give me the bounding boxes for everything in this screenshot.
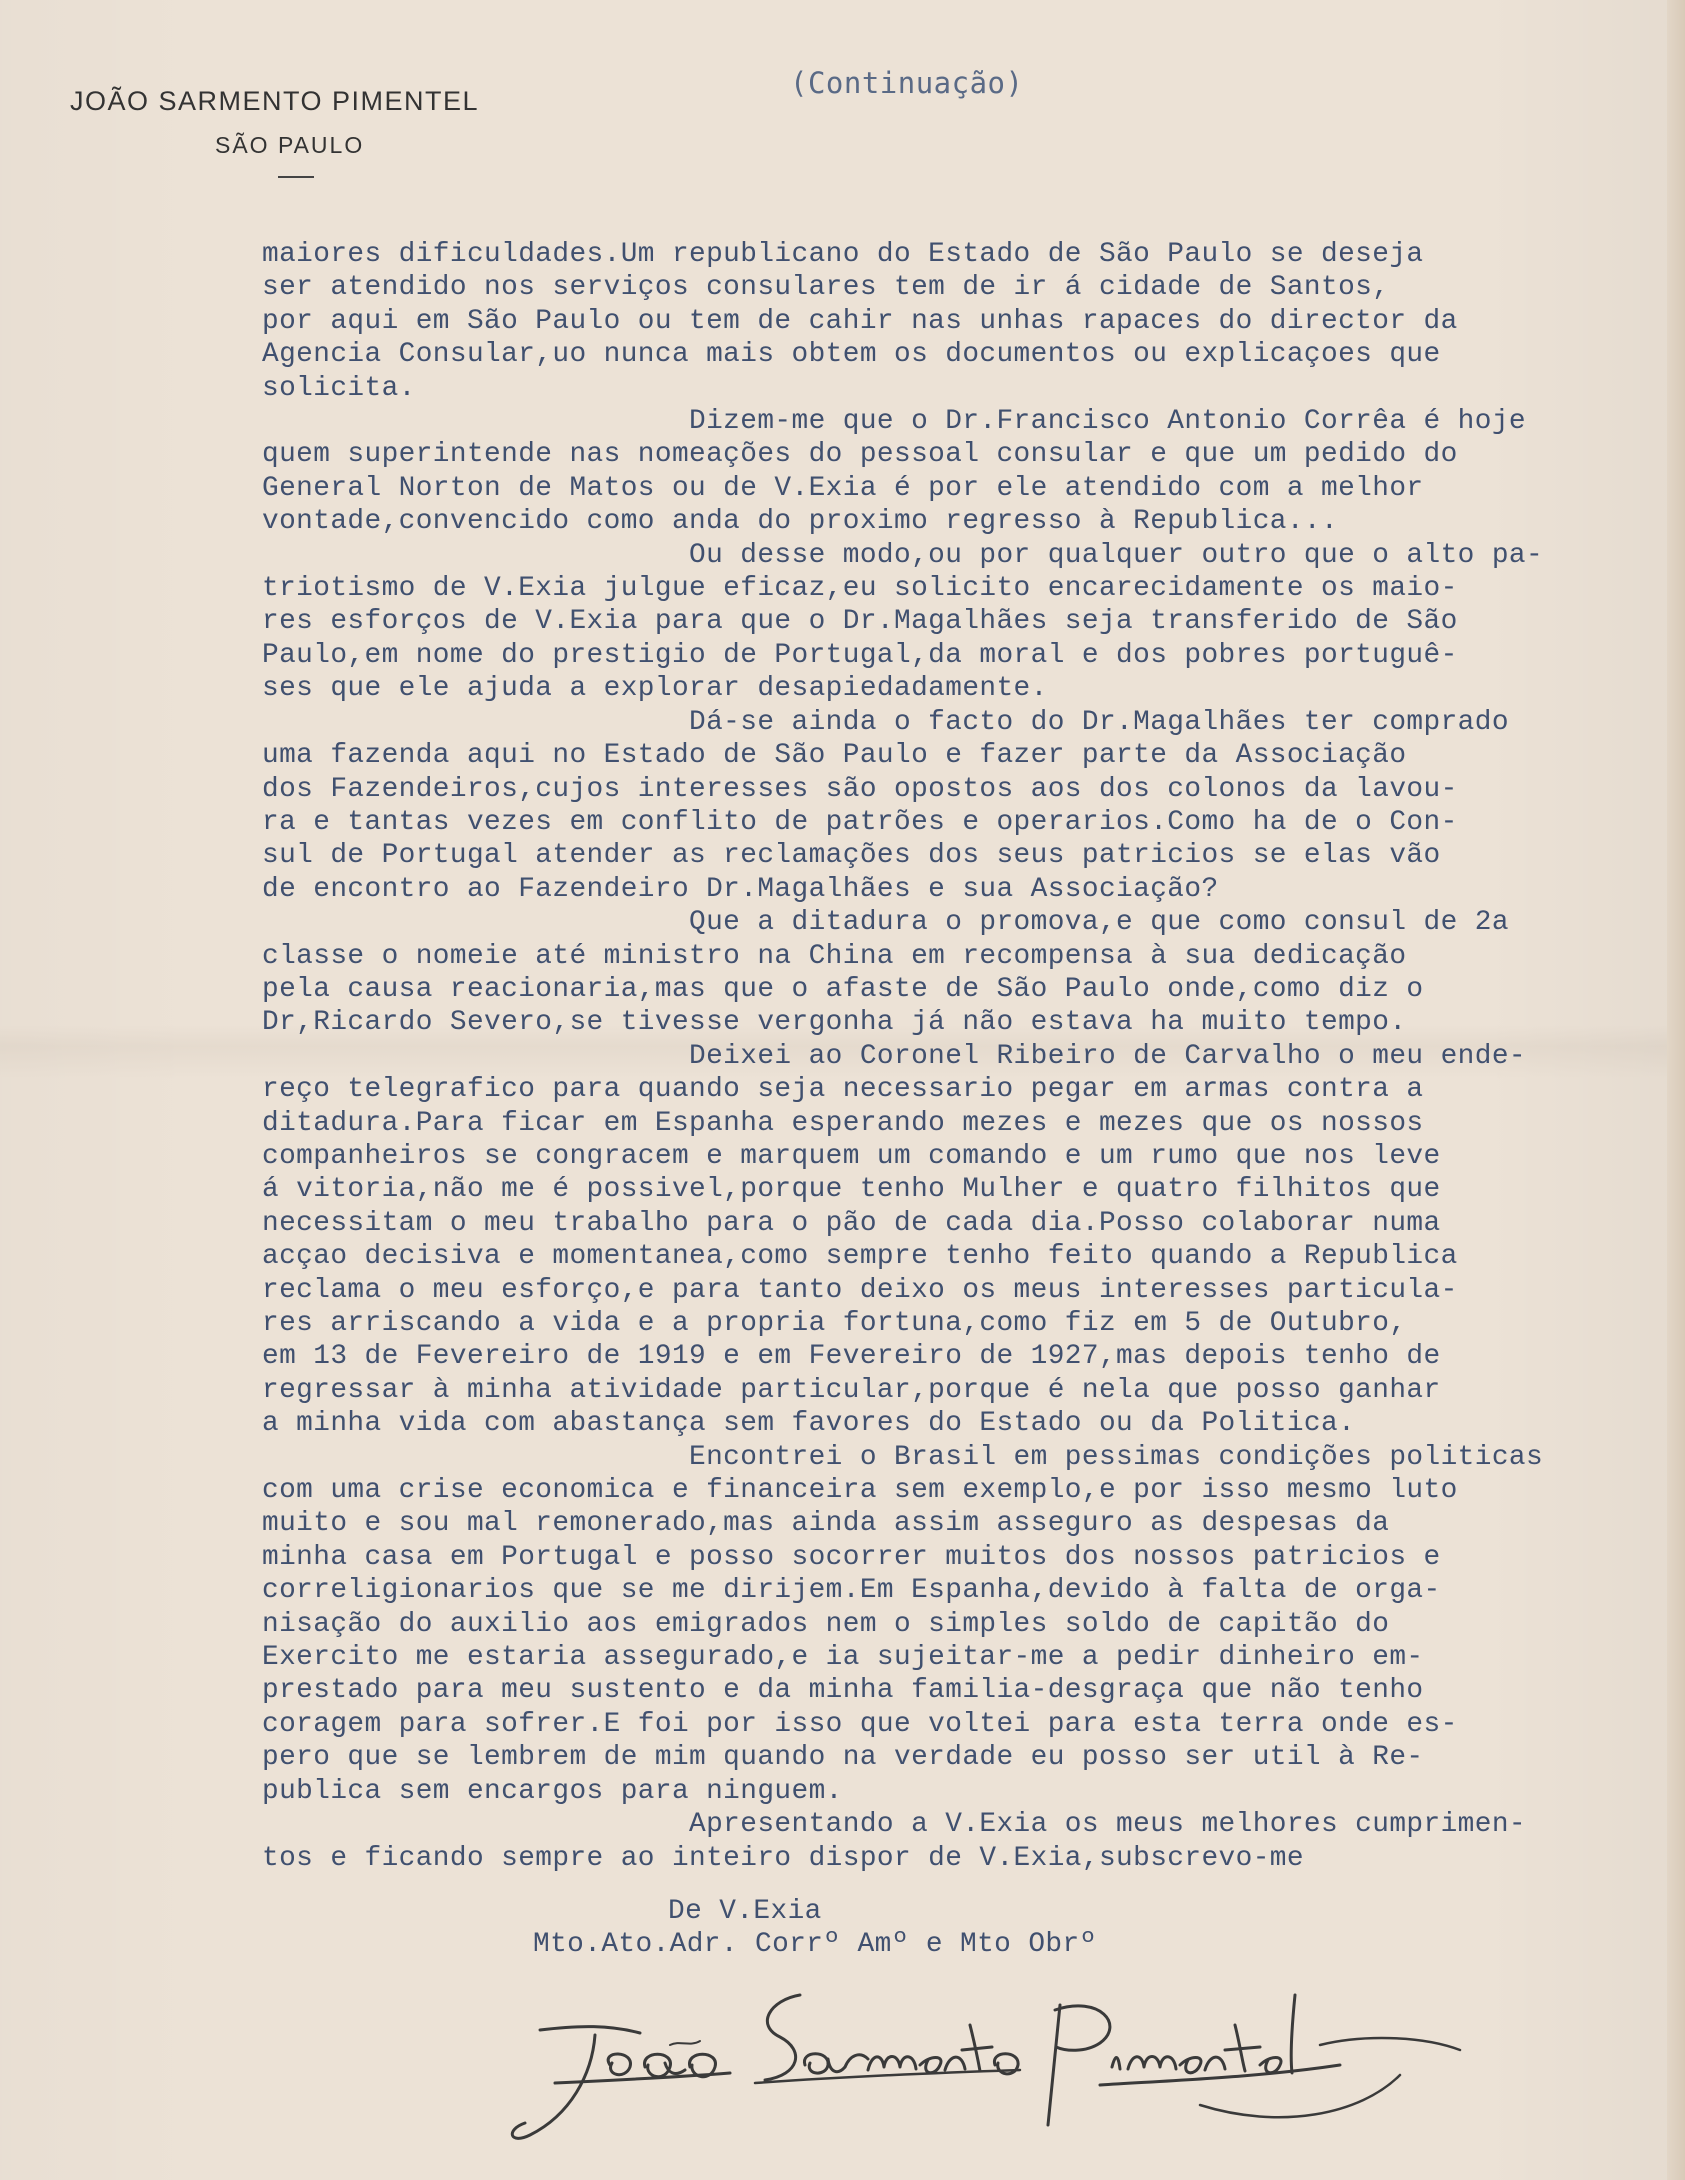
body-line: muito e sou mal remonerado,mas ainda assim asseguro as despesas da bbox=[262, 1508, 1390, 1540]
body-line: classe o nomeie até ministro na China em recompensa à sua dedicação bbox=[262, 940, 1407, 972]
body-line: em 13 de Fevereiro de 1919 e em Fevereiro de 1927,mas depois tenho de bbox=[262, 1341, 1441, 1373]
body-line: á vitoria,não me é possivel,porque tenho Mulher e quatro filhitos que bbox=[262, 1174, 1441, 1206]
body-line: Paulo,em nome do prestigio de Portugal,da moral e dos pobres portuguê- bbox=[262, 639, 1458, 671]
body-line: pela causa reacionaria,mas que o afaste de São Paulo onde,como diz o bbox=[262, 973, 1424, 1005]
body-line: ser atendido nos serviços consulares tem de ir á cidade de Santos, bbox=[262, 272, 1390, 304]
body-line: correligionarios que se me dirijem.Em Espanha,devido à falta de orga- bbox=[262, 1575, 1441, 1607]
body-line: quem superintende nas nomeações do pessoal consular e que um pedido do bbox=[262, 439, 1458, 471]
body-line: com uma crise economica e financeira sem exemplo,e por isso mesmo luto bbox=[262, 1475, 1458, 1507]
body-line: Dr,Ricardo Severo,se tivesse vergonha já não estava ha muito tempo. bbox=[262, 1007, 1407, 1039]
body-line: reclama o meu esforço,e para tanto deixo os meus interesses particula- bbox=[262, 1274, 1458, 1306]
body-line: reço telegrafico para quando seja necessario pegar em armas contra a bbox=[262, 1074, 1424, 1106]
body-line: res esforços de V.Exia para que o Dr.Magalhães seja transferido de São bbox=[262, 606, 1458, 638]
body-line: ditadura.Para ficar em Espanha esperando mezes e mezes que os nossos bbox=[262, 1107, 1424, 1139]
body-line: Dá-se ainda o facto do Dr.Magalhães ter comprado bbox=[262, 706, 1509, 738]
body-line: Dizem-me que o Dr.Francisco Antonio Corrêa é hoje bbox=[262, 406, 1526, 438]
body-line: de encontro ao Fazendeiro Dr.Magalhães e sua Associação? bbox=[262, 873, 1219, 905]
body-line: sul de Portugal atender as reclamações dos seus patricios se elas vão bbox=[262, 840, 1441, 872]
body-line: triotismo de V.Exia julgue eficaz,eu solicito encarecidamente os maio- bbox=[262, 573, 1458, 605]
body-line: maiores dificuldades.Um republicano do Estado de São Paulo se deseja bbox=[262, 239, 1424, 270]
body-line: por aqui em São Paulo ou tem de cahir nas unhas rapaces do director da bbox=[262, 305, 1458, 337]
body-line: res arriscando a vida e a propria fortuna,como fiz em 5 de Outubro, bbox=[262, 1308, 1407, 1339]
body-line: Ou desse modo,ou por qualquer outro que o alto pa- bbox=[262, 539, 1544, 571]
handwritten-signature bbox=[500, 1955, 1540, 2165]
body-line: prestado para meu sustento e da minha familia-desgraça que não tenho bbox=[262, 1675, 1424, 1707]
closing-salutation: De V.Exia bbox=[668, 1896, 822, 1927]
body-line: uma fazenda aqui no Estado de São Paulo e fazer parte da Associação bbox=[262, 740, 1407, 772]
body-line: Apresentando a V.Exia os meus melhores cumprimen- bbox=[262, 1809, 1526, 1841]
body-line: Encontrei o Brasil em pessimas condições politicas bbox=[262, 1441, 1544, 1473]
body-line: vontade,convencido como anda do proximo regresso à Republica... bbox=[262, 506, 1339, 538]
body-line: General Norton de Matos ou de V.Exia é por ele atendido com a melhor bbox=[262, 472, 1424, 504]
body-line: necessitam o meu trabalho para o pão de cada dia.Posso colaborar numa bbox=[262, 1207, 1441, 1239]
body-line: Agencia Consular,uo nunca mais obtem os documentos ou explicaçoes que bbox=[262, 339, 1441, 371]
body-line: acçao decisiva e momentanea,como sempre tenho feito quando a Republica bbox=[262, 1241, 1458, 1273]
body-line: ra e tantas vezes em conflito de patrões e operarios.Como ha de o Con- bbox=[262, 806, 1458, 838]
continuation-label: (Continuação) bbox=[790, 66, 1024, 100]
body-line: publica sem encargos para ninguem. bbox=[262, 1775, 843, 1807]
body-line: regressar à minha atividade particular,porque é nela que posso ganhar bbox=[262, 1374, 1441, 1406]
body-line: solicita. bbox=[262, 372, 416, 404]
body-line: Deixei ao Coronel Ribeiro de Carvalho o meu ende- bbox=[262, 1040, 1526, 1072]
body-line: dos Fazendeiros,cujos interesses são opostos aos dos colonos da lavou- bbox=[262, 773, 1458, 805]
body-line: Exercito me estaria assegurado,e ia sujeitar-me a pedir dinheiro em- bbox=[262, 1642, 1424, 1674]
letterhead-divider bbox=[278, 176, 314, 178]
body-line: a minha vida com abastança sem favores do Estado ou da Politica. bbox=[262, 1408, 1356, 1440]
letter-body bbox=[262, 238, 1682, 1875]
body-line: ses que ele ajuda a explorar desapiedadamente. bbox=[262, 673, 1048, 705]
body-line: minha casa em Portugal e posso socorrer muitos dos nossos patricios e bbox=[262, 1541, 1441, 1573]
body-line: tos e ficando sempre ao inteiro dispor de V.Exia,subscrevo-me bbox=[262, 1842, 1304, 1874]
body-line: coragem para sofrer.E foi por isso que voltei para esta terra onde es- bbox=[262, 1708, 1458, 1740]
closing-formula: Mto.Ato.Adr. Corrº Amº e Mto Obrº bbox=[533, 1929, 1097, 1960]
body-line: pero que se lembrem de mim quando na verdade eu posso ser util à Re- bbox=[262, 1742, 1424, 1774]
letterhead-city: SÃO PAULO bbox=[215, 132, 365, 158]
body-line: Que a ditadura o promova,e que como consul de 2a bbox=[262, 907, 1509, 939]
body-line: nisação do auxilio aos emigrados nem o simples soldo de capitão do bbox=[262, 1608, 1390, 1640]
letterhead-name: JOÃO SARMENTO PIMENTEL bbox=[70, 86, 480, 116]
body-line: companheiros se congracem e marquem um comando e um rumo que nos leve bbox=[262, 1140, 1441, 1172]
